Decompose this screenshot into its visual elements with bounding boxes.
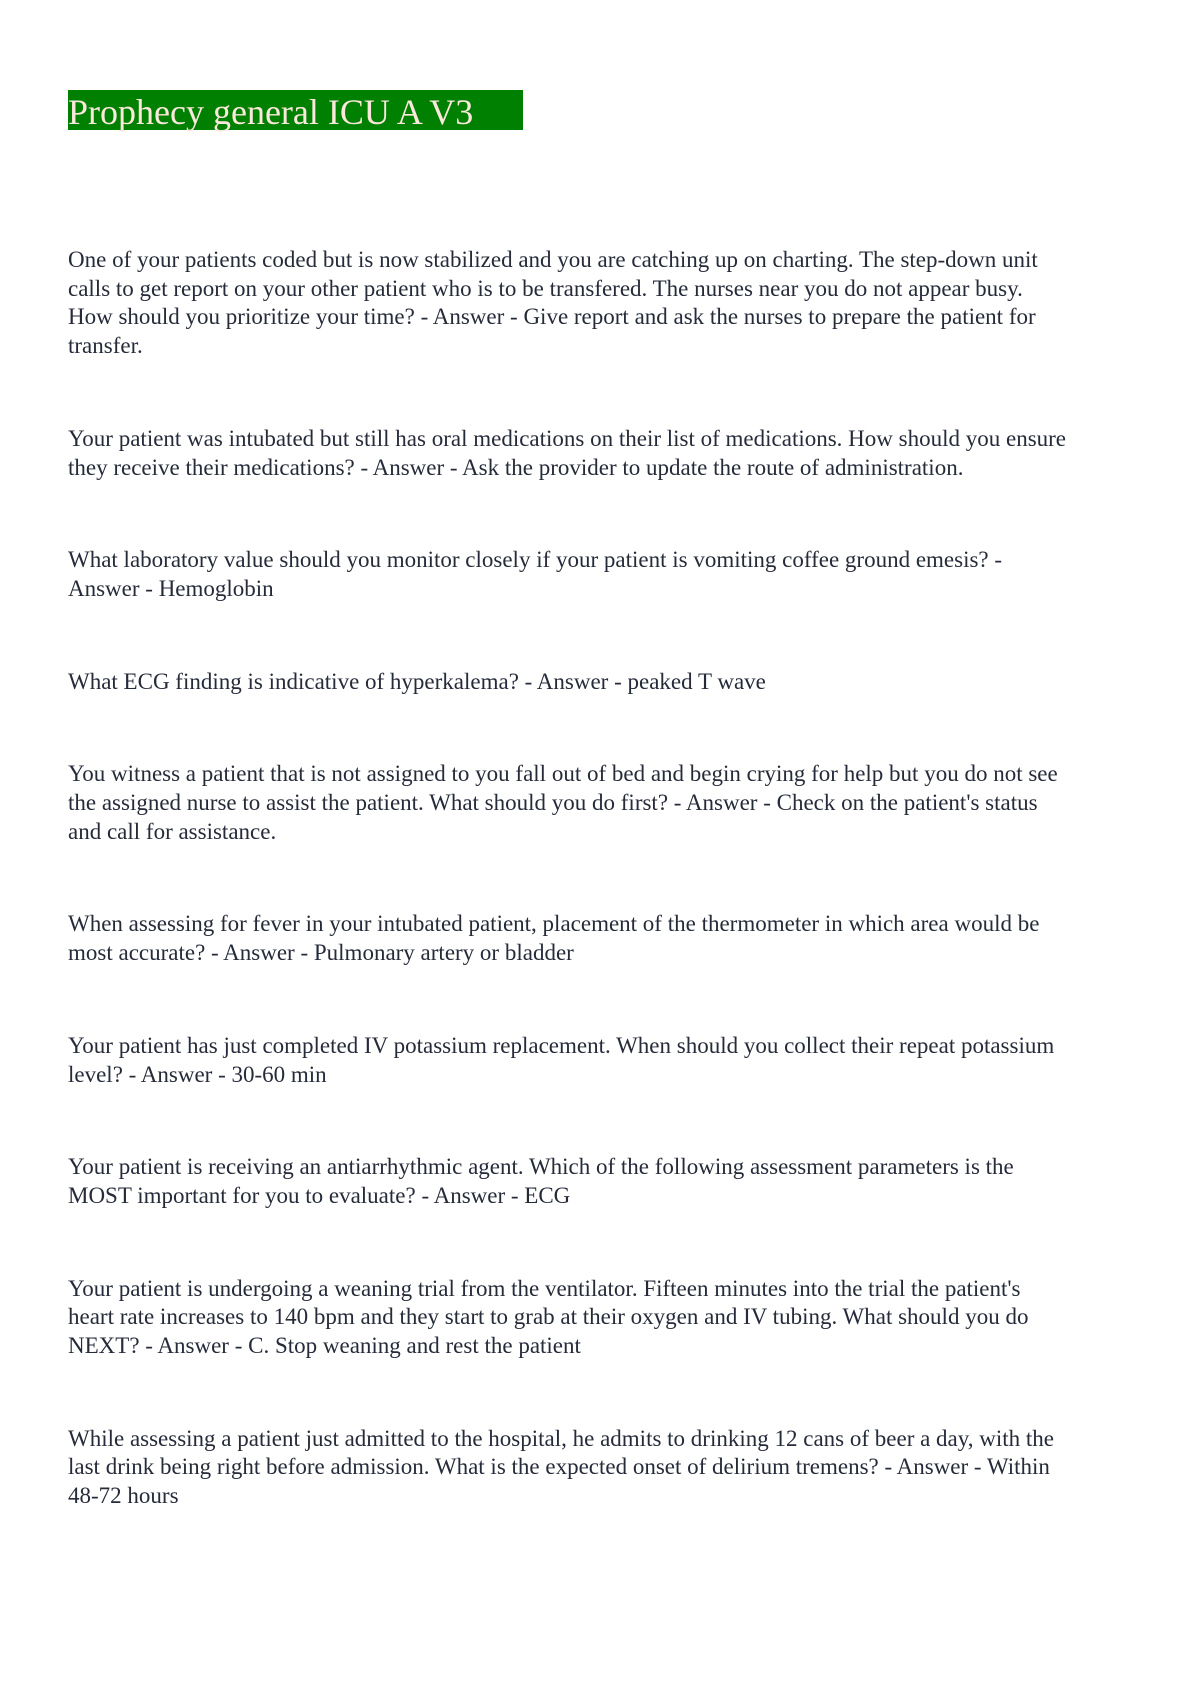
qa-text-line: transfer. (68, 333, 143, 359)
qa-paragraph (68, 1032, 1128, 1089)
qa-text-line: Your patient is undergoing a weaning trial from the ventilator. Fifteen minutes into the trial the patient's (68, 1275, 1021, 1301)
qa-paragraph (68, 425, 1128, 482)
qa-text-line: they receive their medications? - Answer - Ask the provider to update the route of administration. (68, 454, 964, 480)
qa-text-line: calls to get report on your other patient who is to be transfered. The nurses near you do not appear busy. (68, 275, 1023, 301)
qa-text-line: and call for assistance. (68, 818, 277, 844)
qa-text-line: level? - Answer - 30-60 min (68, 1061, 327, 1087)
qa-text-line: What laboratory value should you monitor closely if your patient is vomiting coffee ground emesis? - (68, 547, 1003, 573)
qa-text-line: NEXT? - Answer - C. Stop weaning and rest the patient (68, 1333, 581, 1359)
qa-text-line: last drink being right before admission. What is the expected onset of delirium tremens? - Answer - Within (68, 1454, 1050, 1480)
qa-text-line: How should you prioritize your time? - Answer - Give report and ask the nurses to prepare the patient for (68, 304, 1036, 330)
qa-text-line: Answer - Hemoglobin (68, 575, 274, 601)
qa-text-line: 48-72 hours (68, 1483, 179, 1509)
qa-text-line: the assigned nurse to assist the patient. What should you do first? - Answer - Check on the patient's status (68, 790, 1038, 816)
document-title: Prophecy general ICU A V3 (68, 90, 523, 130)
qa-text-line: Your patient has just completed IV potassium replacement. When should you collect their repeat potassium (68, 1032, 1055, 1058)
qa-text-line: heart rate increases to 140 bpm and they start to grab at their oxygen and IV tubing. What should you do (68, 1304, 1029, 1330)
qa-paragraph (68, 1153, 1128, 1210)
qa-list (68, 246, 1128, 1575)
qa-text-line: Your patient is receiving an antiarrhythmic agent. Which of the following assessment parameters is the (68, 1154, 1014, 1180)
qa-paragraph (68, 546, 1128, 603)
qa-text-line: You witness a patient that is not assigned to you fall out of bed and begin crying for help but you do not see (68, 761, 1058, 787)
qa-text-line: MOST important for you to evaluate? - Answer - ECG (68, 1182, 571, 1208)
qa-paragraph (68, 1275, 1128, 1361)
qa-text-line: most accurate? - Answer - Pulmonary artery or bladder (68, 940, 574, 966)
qa-paragraph (68, 760, 1128, 846)
qa-text-line: When assessing for fever in your intubated patient, placement of the thermometer in which area would be (68, 911, 1040, 937)
qa-paragraph (68, 1425, 1128, 1511)
qa-paragraph (68, 668, 1128, 697)
qa-text-line: While assessing a patient just admitted to the hospital, he admits to drinking 12 cans of beer a day, with the (68, 1425, 1055, 1451)
qa-paragraph (68, 910, 1128, 967)
qa-text-line: What ECG finding is indicative of hyperkalema? - Answer - peaked T wave (68, 668, 766, 694)
qa-text-line: One of your patients coded but is now stabilized and you are catching up on charting. The step-down unit (68, 247, 1038, 272)
qa-paragraph (68, 246, 1128, 361)
qa-text-line: Your patient was intubated but still has oral medications on their list of medications. How should you ensure (68, 425, 1067, 451)
